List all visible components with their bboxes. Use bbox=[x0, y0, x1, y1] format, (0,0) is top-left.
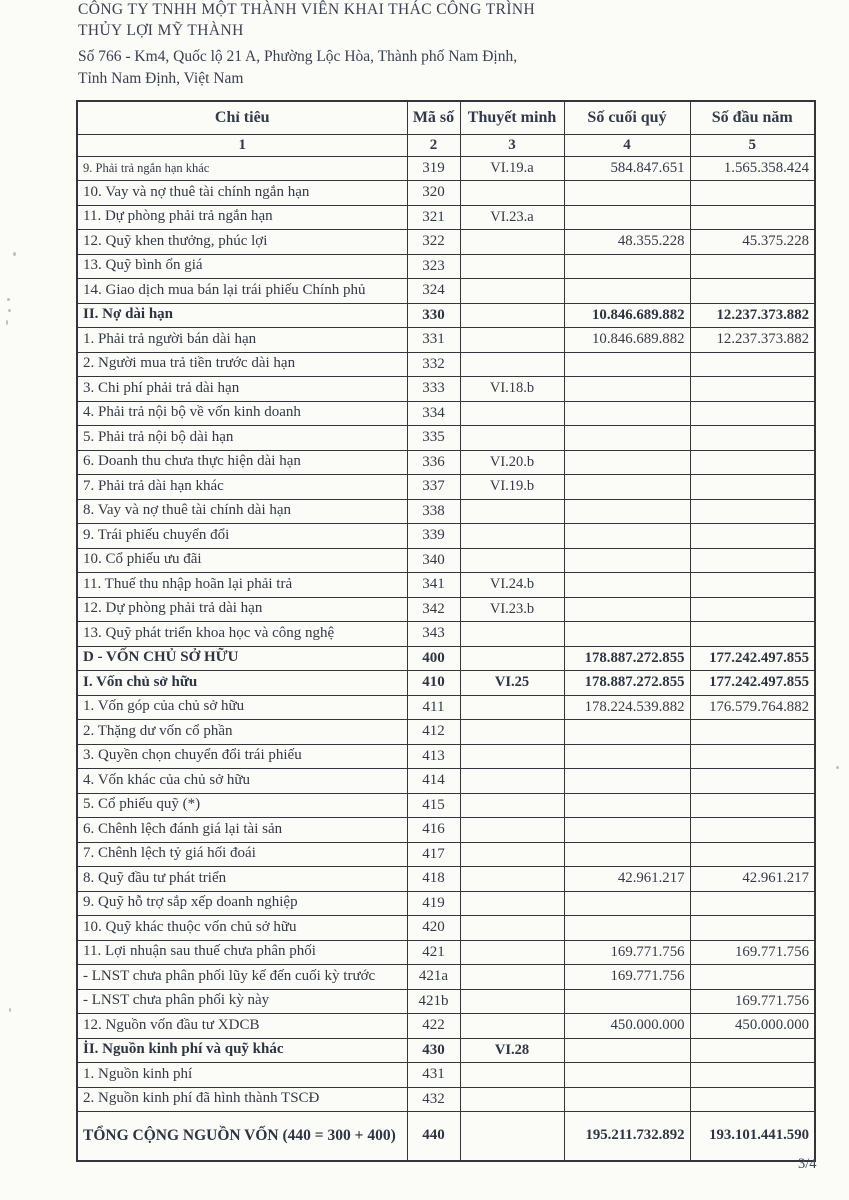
table-row bbox=[77, 524, 815, 549]
cell-beginning-of-year: 177.242.497.855 bbox=[690, 671, 815, 696]
cell-code: 411 bbox=[407, 695, 460, 720]
table-row bbox=[77, 475, 815, 500]
cell-label: 8. Vay và nợ thuê tài chính dài hạn bbox=[77, 499, 407, 524]
cell-end-of-quarter bbox=[564, 818, 690, 843]
cell-beginning-of-year bbox=[690, 499, 815, 524]
cell-code: 322 bbox=[407, 230, 460, 255]
cell-end-of-quarter: 169.771.756 bbox=[564, 940, 690, 965]
table-row bbox=[77, 597, 815, 622]
table-body bbox=[77, 156, 815, 1161]
cell-end-of-quarter bbox=[564, 793, 690, 818]
cell-end-of-quarter bbox=[564, 377, 690, 402]
cell-note bbox=[460, 842, 564, 867]
table-row bbox=[77, 548, 815, 573]
cell-note bbox=[460, 965, 564, 990]
cell-note bbox=[460, 499, 564, 524]
cell-label: 3. Quyền chọn chuyển đổi trái phiếu bbox=[77, 744, 407, 769]
cell-end-of-quarter bbox=[564, 499, 690, 524]
cell-code: 420 bbox=[407, 916, 460, 941]
cell-label: - LNST chưa phân phối kỳ này bbox=[77, 989, 407, 1014]
cell-note bbox=[460, 818, 564, 843]
cell-note: VI.23.a bbox=[460, 205, 564, 230]
cell-beginning-of-year bbox=[690, 744, 815, 769]
cell-label: 7. Chênh lệch tỷ giá hối đoái bbox=[77, 842, 407, 867]
cell-code: 333 bbox=[407, 377, 460, 402]
cell-end-of-quarter bbox=[564, 279, 690, 304]
scan-speck bbox=[9, 1008, 11, 1012]
cell-label: 1. Vốn góp của chủ sở hữu bbox=[77, 695, 407, 720]
cell-code: 330 bbox=[407, 303, 460, 328]
cell-note bbox=[460, 303, 564, 328]
cell-end-of-quarter bbox=[564, 989, 690, 1014]
cell-code: 417 bbox=[407, 842, 460, 867]
cell-beginning-of-year bbox=[690, 818, 815, 843]
cell-beginning-of-year: 193.101.441.590 bbox=[690, 1112, 815, 1161]
company-name-line-2: THỦY LỢI MỸ THÀNH bbox=[78, 22, 244, 39]
table-row bbox=[77, 1063, 815, 1088]
cell-end-of-quarter bbox=[564, 401, 690, 426]
cell-end-of-quarter bbox=[564, 842, 690, 867]
cell-label: 9. Quỹ hỗ trợ sắp xếp doanh nghiệp bbox=[77, 891, 407, 916]
cell-note bbox=[460, 181, 564, 206]
cell-note: VI.28 bbox=[460, 1038, 564, 1063]
cell-label: 14. Giao dịch mua bán lại trái phiếu Chính phủ bbox=[77, 279, 407, 304]
company-header bbox=[78, 2, 698, 90]
cell-note bbox=[460, 279, 564, 304]
cell-beginning-of-year: 169.771.756 bbox=[690, 989, 815, 1014]
cell-end-of-quarter bbox=[564, 548, 690, 573]
cell-note bbox=[460, 230, 564, 255]
cell-end-of-quarter bbox=[564, 450, 690, 475]
cell-code: 440 bbox=[407, 1112, 460, 1161]
cell-note bbox=[460, 328, 564, 353]
table-row bbox=[77, 965, 815, 990]
column-number-4: 4 bbox=[564, 134, 690, 156]
cell-code: 432 bbox=[407, 1087, 460, 1112]
cell-beginning-of-year: 12.237.373.882 bbox=[690, 303, 815, 328]
table-row bbox=[77, 1087, 815, 1112]
cell-note: VI.20.b bbox=[460, 450, 564, 475]
cell-beginning-of-year bbox=[690, 769, 815, 794]
cell-beginning-of-year bbox=[690, 597, 815, 622]
cell-end-of-quarter bbox=[564, 524, 690, 549]
table-row bbox=[77, 793, 815, 818]
cell-beginning-of-year bbox=[690, 573, 815, 598]
cell-code: 341 bbox=[407, 573, 460, 598]
cell-end-of-quarter bbox=[564, 352, 690, 377]
cell-note bbox=[460, 891, 564, 916]
cell-label: 2. Người mua trả tiền trước dài hạn bbox=[77, 352, 407, 377]
cell-end-of-quarter: 178.224.539.882 bbox=[564, 695, 690, 720]
cell-label: 7. Phải trả dài hạn khác bbox=[77, 475, 407, 500]
cell-code: 336 bbox=[407, 450, 460, 475]
cell-code: 410 bbox=[407, 671, 460, 696]
cell-note bbox=[460, 548, 564, 573]
table-row bbox=[77, 181, 815, 206]
column-header-ma-so: Mã số bbox=[407, 101, 460, 134]
cell-note: VI.18.b bbox=[460, 377, 564, 402]
table-row bbox=[77, 426, 815, 451]
table-row bbox=[77, 646, 815, 671]
cell-code: 430 bbox=[407, 1038, 460, 1063]
cell-label: 11. Lợi nhuận sau thuế chưa phân phối bbox=[77, 940, 407, 965]
cell-end-of-quarter bbox=[564, 1063, 690, 1088]
balance-sheet-table bbox=[76, 100, 816, 1162]
table-row bbox=[77, 842, 815, 867]
cell-end-of-quarter bbox=[564, 622, 690, 647]
scan-speck bbox=[8, 309, 11, 312]
cell-code: 332 bbox=[407, 352, 460, 377]
cell-code: 414 bbox=[407, 769, 460, 794]
cell-code: 343 bbox=[407, 622, 460, 647]
cell-beginning-of-year bbox=[690, 475, 815, 500]
column-number-2: 2 bbox=[407, 134, 460, 156]
cell-code: 340 bbox=[407, 548, 460, 573]
cell-code: 400 bbox=[407, 646, 460, 671]
cell-label: 2. Thặng dư vốn cổ phần bbox=[77, 720, 407, 745]
cell-end-of-quarter bbox=[564, 254, 690, 279]
cell-label: İI. Nguồn kinh phí và quỹ khác bbox=[77, 1038, 407, 1063]
cell-end-of-quarter: 10.846.689.882 bbox=[564, 303, 690, 328]
cell-label: 4. Vốn khác của chủ sở hữu bbox=[77, 769, 407, 794]
cell-code: 421b bbox=[407, 989, 460, 1014]
table-row bbox=[77, 867, 815, 892]
cell-code: 331 bbox=[407, 328, 460, 353]
table-row bbox=[77, 303, 815, 328]
scan-speck bbox=[6, 320, 8, 325]
cell-beginning-of-year bbox=[690, 279, 815, 304]
column-number-5: 5 bbox=[690, 134, 815, 156]
cell-beginning-of-year bbox=[690, 916, 815, 941]
cell-note bbox=[460, 1087, 564, 1112]
page-number: 3/4 bbox=[798, 1156, 817, 1172]
table-row bbox=[77, 1014, 815, 1039]
column-number-row bbox=[77, 134, 815, 156]
cell-note bbox=[460, 744, 564, 769]
cell-note: VI.19.b bbox=[460, 475, 564, 500]
cell-beginning-of-year bbox=[690, 965, 815, 990]
cell-code: 321 bbox=[407, 205, 460, 230]
cell-beginning-of-year bbox=[690, 1087, 815, 1112]
cell-end-of-quarter: 195.211.732.892 bbox=[564, 1112, 690, 1161]
cell-code: 421 bbox=[407, 940, 460, 965]
cell-note bbox=[460, 989, 564, 1014]
cell-end-of-quarter bbox=[564, 597, 690, 622]
cell-note bbox=[460, 769, 564, 794]
cell-end-of-quarter bbox=[564, 720, 690, 745]
cell-label: 10. Quỹ khác thuộc vốn chủ sở hữu bbox=[77, 916, 407, 941]
cell-end-of-quarter: 178.887.272.855 bbox=[564, 646, 690, 671]
cell-note bbox=[460, 401, 564, 426]
cell-end-of-quarter bbox=[564, 573, 690, 598]
cell-note bbox=[460, 793, 564, 818]
cell-beginning-of-year bbox=[690, 1063, 815, 1088]
cell-beginning-of-year bbox=[690, 842, 815, 867]
cell-label: 8. Quỹ đầu tư phát triển bbox=[77, 867, 407, 892]
cell-note bbox=[460, 352, 564, 377]
table-row bbox=[77, 1112, 815, 1161]
table-row bbox=[77, 989, 815, 1014]
cell-beginning-of-year: 176.579.764.882 bbox=[690, 695, 815, 720]
cell-label: 5. Cổ phiếu quỹ (*) bbox=[77, 793, 407, 818]
table-row bbox=[77, 328, 815, 353]
column-header-so-dau-nam: Số đầu năm bbox=[690, 101, 815, 134]
table-head bbox=[77, 101, 815, 156]
cell-note: VI.24.b bbox=[460, 573, 564, 598]
table-row bbox=[77, 573, 815, 598]
cell-code: 319 bbox=[407, 156, 460, 181]
table-row bbox=[77, 450, 815, 475]
cell-beginning-of-year bbox=[690, 524, 815, 549]
table-row bbox=[77, 622, 815, 647]
cell-beginning-of-year: 177.242.497.855 bbox=[690, 646, 815, 671]
cell-code: 320 bbox=[407, 181, 460, 206]
cell-note bbox=[460, 524, 564, 549]
cell-label: 6. Chênh lệch đánh giá lại tài sản bbox=[77, 818, 407, 843]
table-row bbox=[77, 499, 815, 524]
cell-label: 12. Quỹ khen thưởng, phúc lợi bbox=[77, 230, 407, 255]
cell-code: 421a bbox=[407, 965, 460, 990]
cell-code: 323 bbox=[407, 254, 460, 279]
cell-label: 11. Thuế thu nhập hoãn lại phải trả bbox=[77, 573, 407, 598]
cell-note: VI.25 bbox=[460, 671, 564, 696]
cell-label: 6. Doanh thu chưa thực hiện dài hạn bbox=[77, 450, 407, 475]
table-row bbox=[77, 401, 815, 426]
scan-speck bbox=[836, 766, 839, 769]
table-row bbox=[77, 744, 815, 769]
table-row bbox=[77, 916, 815, 941]
cell-beginning-of-year bbox=[690, 450, 815, 475]
cell-end-of-quarter bbox=[564, 769, 690, 794]
cell-end-of-quarter bbox=[564, 426, 690, 451]
cell-end-of-quarter: 450.000.000 bbox=[564, 1014, 690, 1039]
cell-end-of-quarter: 169.771.756 bbox=[564, 965, 690, 990]
cell-beginning-of-year bbox=[690, 254, 815, 279]
cell-note bbox=[460, 1112, 564, 1161]
address-line-2: Tỉnh Nam Định, Việt Nam bbox=[78, 70, 244, 87]
cell-code: 324 bbox=[407, 279, 460, 304]
table-row bbox=[77, 377, 815, 402]
column-number-1: 1 bbox=[77, 134, 407, 156]
cell-label: - LNST chưa phân phối lũy kế đến cuối kỳ trước bbox=[77, 965, 407, 990]
cell-code: 339 bbox=[407, 524, 460, 549]
cell-code: 334 bbox=[407, 401, 460, 426]
address-line-1: Số 766 - Km4, Quốc lộ 21 A, Phường Lộc Hòa, Thành phố Nam Định, bbox=[78, 48, 518, 65]
cell-code: 422 bbox=[407, 1014, 460, 1039]
cell-code: 418 bbox=[407, 867, 460, 892]
cell-end-of-quarter: 42.961.217 bbox=[564, 867, 690, 892]
cell-end-of-quarter: 178.887.272.855 bbox=[564, 671, 690, 696]
cell-note: VI.19.a bbox=[460, 156, 564, 181]
cell-note bbox=[460, 1014, 564, 1039]
table-row bbox=[77, 156, 815, 181]
cell-beginning-of-year bbox=[690, 426, 815, 451]
cell-beginning-of-year bbox=[690, 622, 815, 647]
cell-label: 1. Nguồn kinh phí bbox=[77, 1063, 407, 1088]
cell-note bbox=[460, 1063, 564, 1088]
cell-code: 335 bbox=[407, 426, 460, 451]
cell-note bbox=[460, 695, 564, 720]
cell-label: 9. Trái phiếu chuyển đổi bbox=[77, 524, 407, 549]
table-row bbox=[77, 352, 815, 377]
cell-beginning-of-year bbox=[690, 1038, 815, 1063]
cell-label: 5. Phải trả nội bộ dài hạn bbox=[77, 426, 407, 451]
cell-label: 10. Cổ phiếu ưu đãi bbox=[77, 548, 407, 573]
table-row bbox=[77, 940, 815, 965]
cell-end-of-quarter: 584.847.651 bbox=[564, 156, 690, 181]
cell-beginning-of-year bbox=[690, 401, 815, 426]
table-row bbox=[77, 769, 815, 794]
cell-end-of-quarter bbox=[564, 891, 690, 916]
cell-note bbox=[460, 426, 564, 451]
column-header-thuyet-minh: Thuyết minh bbox=[460, 101, 564, 134]
scan-speck bbox=[13, 252, 16, 256]
cell-label: D - VỐN CHỦ SỞ HỮU bbox=[77, 646, 407, 671]
cell-label: 13. Quỹ bình ổn giá bbox=[77, 254, 407, 279]
table-header-row bbox=[77, 101, 815, 134]
cell-code: 338 bbox=[407, 499, 460, 524]
table-row bbox=[77, 205, 815, 230]
cell-beginning-of-year bbox=[690, 352, 815, 377]
table-row bbox=[77, 818, 815, 843]
cell-note bbox=[460, 254, 564, 279]
table-row bbox=[77, 1038, 815, 1063]
cell-label: 1. Phải trả người bán dài hạn bbox=[77, 328, 407, 353]
table-row bbox=[77, 891, 815, 916]
cell-beginning-of-year: 12.237.373.882 bbox=[690, 328, 815, 353]
cell-label: 10. Vay và nợ thuê tài chính ngắn hạn bbox=[77, 181, 407, 206]
cell-label: I. Vốn chủ sở hữu bbox=[77, 671, 407, 696]
cell-label: TỔNG CỘNG NGUỒN VỐN (440 = 300 + 400) bbox=[77, 1112, 407, 1161]
cell-label: II. Nợ dài hạn bbox=[77, 303, 407, 328]
cell-beginning-of-year bbox=[690, 891, 815, 916]
table-row bbox=[77, 279, 815, 304]
column-header-so-cuoi-quy: Số cuối quý bbox=[564, 101, 690, 134]
cell-note bbox=[460, 940, 564, 965]
cell-label: 4. Phải trả nội bộ về vốn kinh doanh bbox=[77, 401, 407, 426]
cell-beginning-of-year: 450.000.000 bbox=[690, 1014, 815, 1039]
scan-speck bbox=[7, 298, 10, 301]
cell-end-of-quarter bbox=[564, 205, 690, 230]
cell-label: 13. Quỹ phát triển khoa học và công nghệ bbox=[77, 622, 407, 647]
cell-beginning-of-year bbox=[690, 181, 815, 206]
cell-label: 12. Nguồn vốn đầu tư XDCB bbox=[77, 1014, 407, 1039]
cell-label: 9. Phải trả ngắn hạn khác bbox=[77, 156, 407, 181]
cell-beginning-of-year: 169.771.756 bbox=[690, 940, 815, 965]
company-address bbox=[78, 46, 698, 90]
cell-code: 415 bbox=[407, 793, 460, 818]
column-header-chi-tieu: Chỉ tiêu bbox=[77, 101, 407, 134]
table-row bbox=[77, 671, 815, 696]
cell-note bbox=[460, 867, 564, 892]
cell-beginning-of-year bbox=[690, 720, 815, 745]
cell-end-of-quarter bbox=[564, 475, 690, 500]
cell-end-of-quarter bbox=[564, 916, 690, 941]
cell-code: 412 bbox=[407, 720, 460, 745]
cell-label: 2. Nguồn kinh phí đã hình thành TSCĐ bbox=[77, 1087, 407, 1112]
cell-beginning-of-year bbox=[690, 377, 815, 402]
cell-note bbox=[460, 916, 564, 941]
cell-code: 431 bbox=[407, 1063, 460, 1088]
cell-beginning-of-year: 1.565.358.424 bbox=[690, 156, 815, 181]
cell-beginning-of-year: 42.961.217 bbox=[690, 867, 815, 892]
table-row bbox=[77, 230, 815, 255]
cell-note bbox=[460, 646, 564, 671]
table-row bbox=[77, 720, 815, 745]
cell-beginning-of-year bbox=[690, 548, 815, 573]
cell-code: 342 bbox=[407, 597, 460, 622]
cell-end-of-quarter bbox=[564, 744, 690, 769]
column-number-3: 3 bbox=[460, 134, 564, 156]
cell-label: 12. Dự phòng phải trả dài hạn bbox=[77, 597, 407, 622]
cell-note: VI.23.b bbox=[460, 597, 564, 622]
cell-note bbox=[460, 622, 564, 647]
cell-code: 413 bbox=[407, 744, 460, 769]
cell-beginning-of-year bbox=[690, 793, 815, 818]
cell-label: 3. Chi phí phải trả dài hạn bbox=[77, 377, 407, 402]
cell-code: 337 bbox=[407, 475, 460, 500]
cell-beginning-of-year: 45.375.228 bbox=[690, 230, 815, 255]
table-row bbox=[77, 254, 815, 279]
cell-end-of-quarter: 10.846.689.882 bbox=[564, 328, 690, 353]
cell-beginning-of-year bbox=[690, 205, 815, 230]
cell-code: 416 bbox=[407, 818, 460, 843]
cell-end-of-quarter: 48.355.228 bbox=[564, 230, 690, 255]
cell-end-of-quarter bbox=[564, 1038, 690, 1063]
cell-end-of-quarter bbox=[564, 181, 690, 206]
table-row bbox=[77, 695, 815, 720]
cell-end-of-quarter bbox=[564, 1087, 690, 1112]
cell-note bbox=[460, 720, 564, 745]
cell-code: 419 bbox=[407, 891, 460, 916]
company-name-line-1: CÔNG TY TNHH MỘT THÀNH VIÊN KHAI THÁC CÔNG TRÌNH bbox=[78, 1, 536, 18]
cell-label: 11. Dự phòng phải trả ngắn hạn bbox=[77, 205, 407, 230]
